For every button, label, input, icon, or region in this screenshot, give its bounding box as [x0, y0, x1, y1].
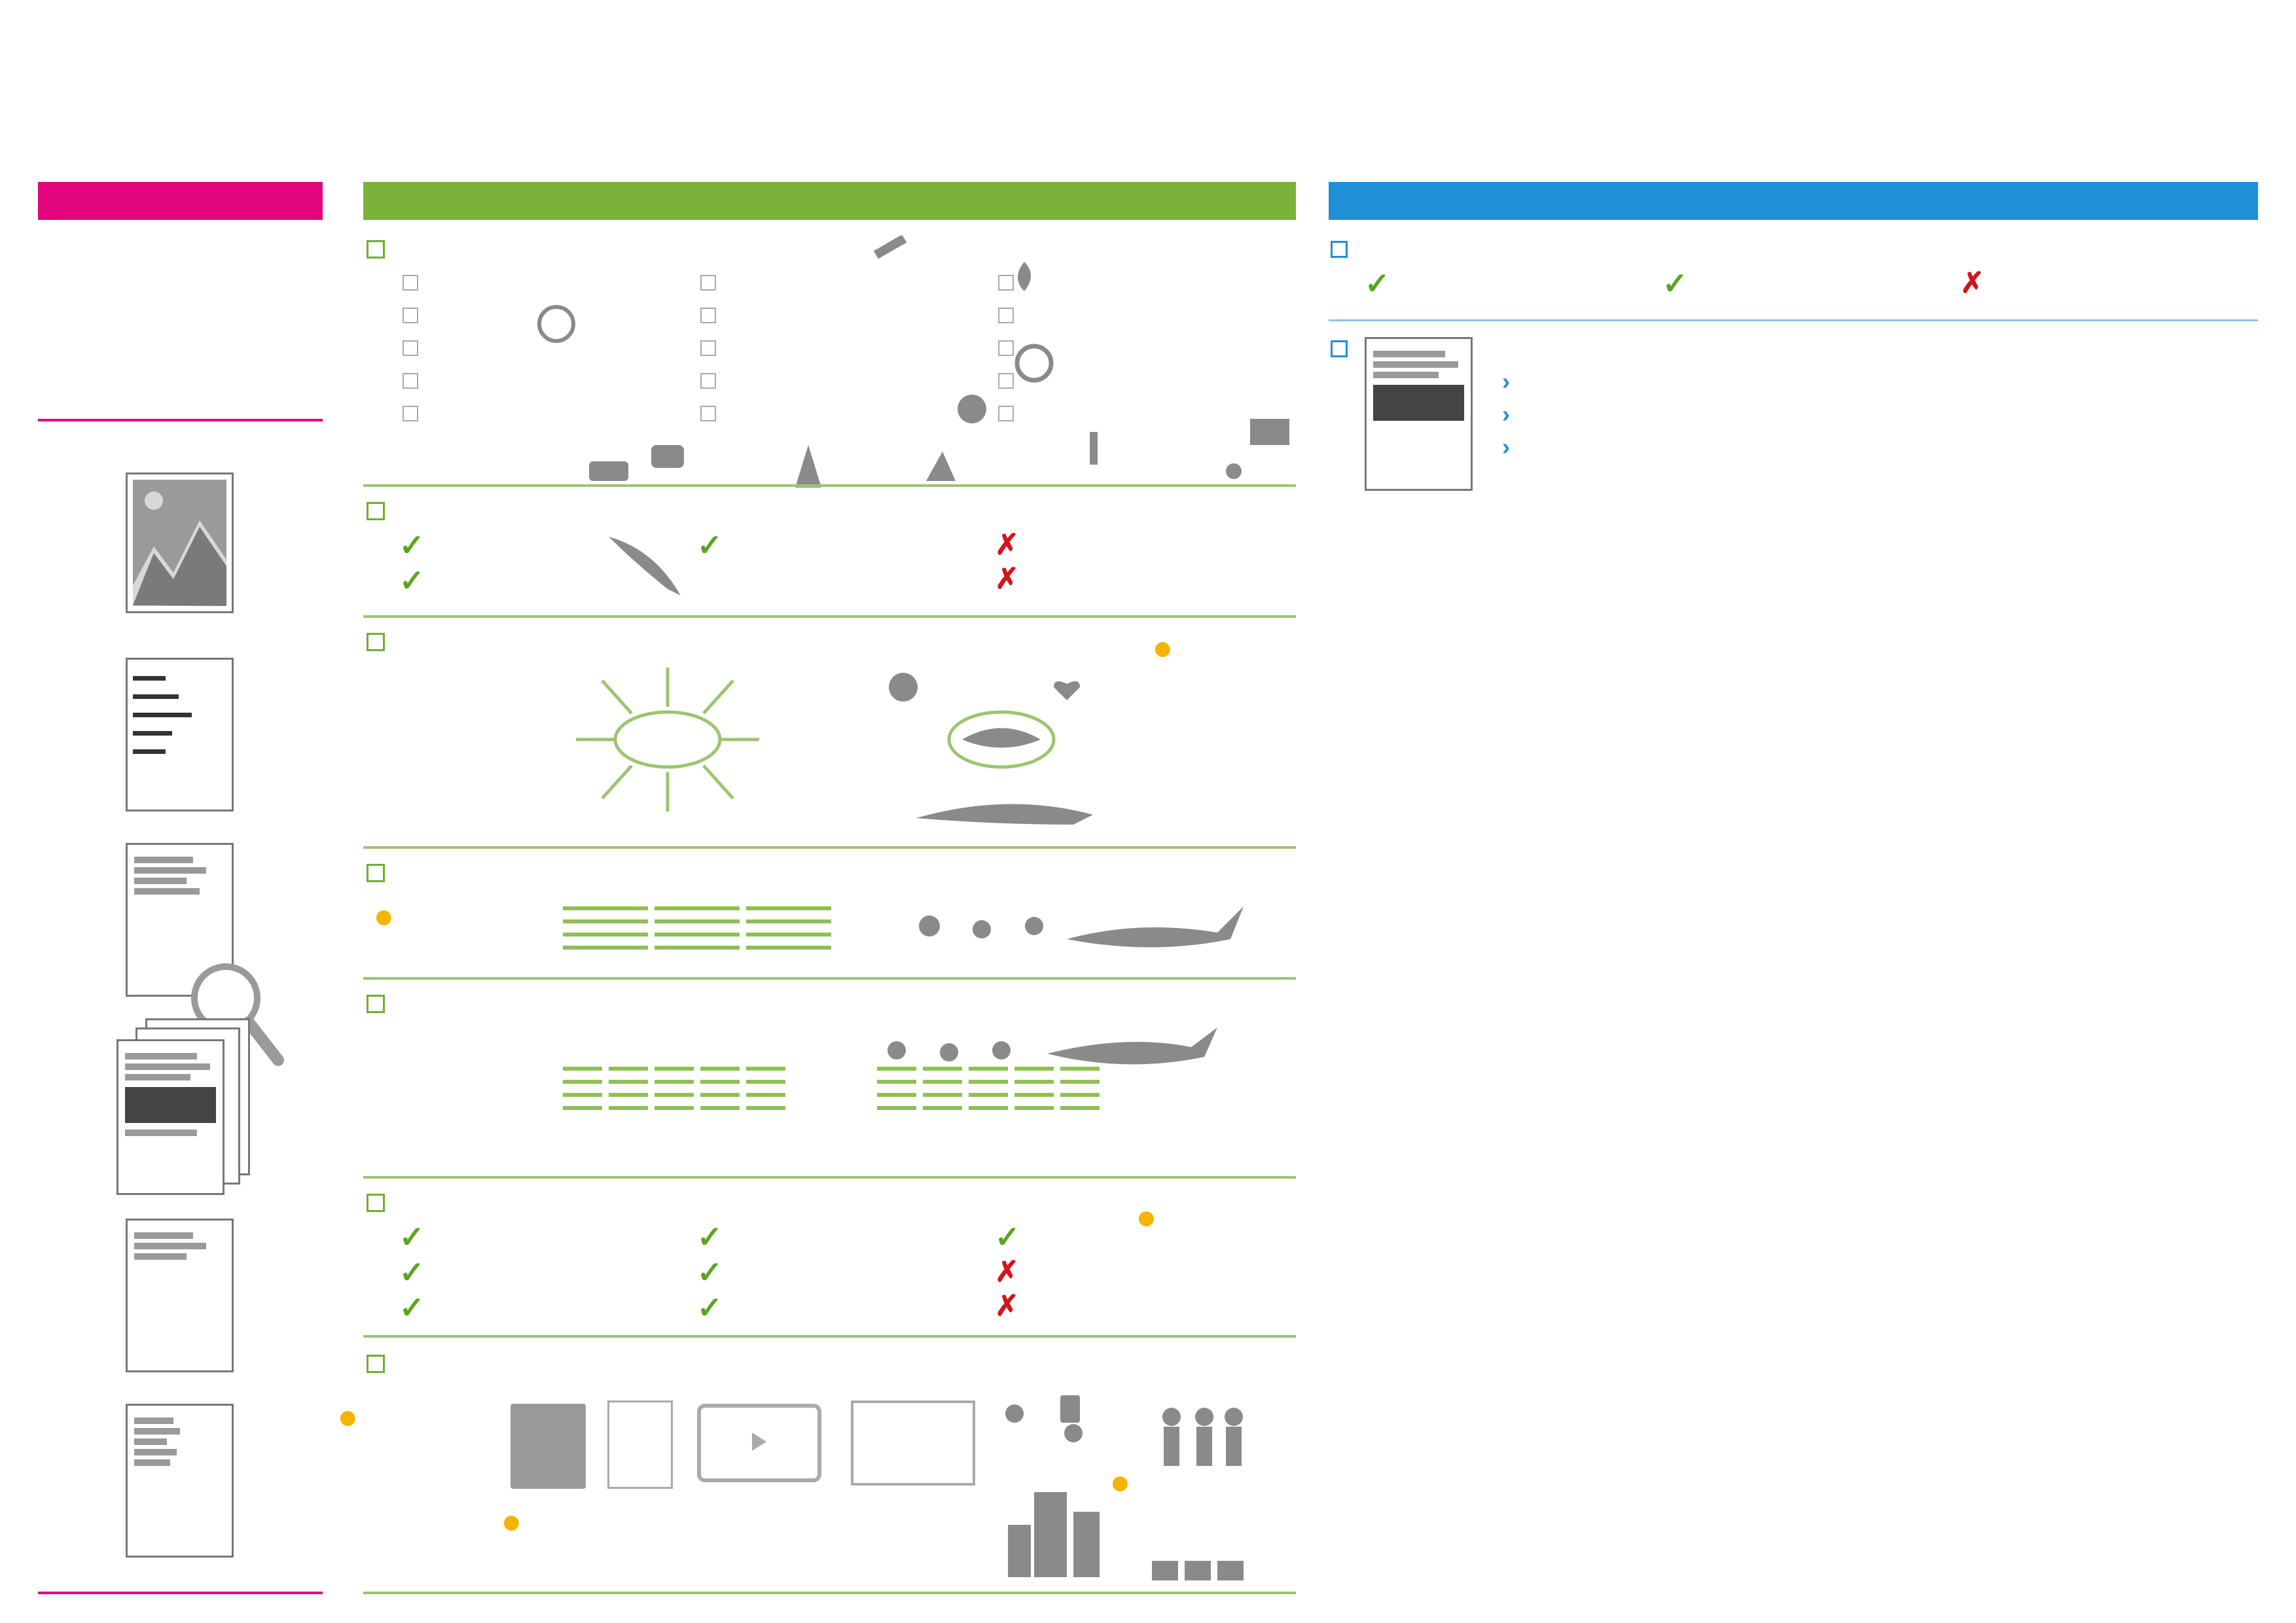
topic-icons	[363, 236, 1296, 491]
lightbulb-icon: ●	[1153, 636, 1173, 661]
sailboat-icon	[926, 452, 956, 481]
questions-mixed	[995, 1221, 1024, 1324]
check-icon: ✓	[697, 1291, 723, 1325]
sources-page-thumbnail	[126, 1404, 234, 1558]
checkbox[interactable]	[367, 1355, 385, 1373]
plane-icon	[874, 236, 906, 259]
book-icon	[511, 1404, 586, 1489]
audience-bad	[1960, 267, 1988, 301]
group-lines	[655, 1067, 694, 1119]
magazine-icon	[607, 1400, 673, 1489]
divider	[363, 615, 1296, 618]
landscape-icon	[128, 474, 232, 611]
child-icon	[958, 395, 986, 423]
cross-icon: ✗	[995, 529, 1019, 561]
taxi-icon	[589, 461, 628, 481]
ball-icon	[539, 307, 573, 341]
checkbox[interactable]	[367, 502, 385, 520]
group-lines	[746, 1067, 785, 1119]
questions-good	[399, 1221, 429, 1327]
chapter-instructions: › › ›	[1502, 368, 1510, 460]
cross-icon	[1090, 432, 1098, 465]
lightbulb-icon: ●	[1136, 1205, 1157, 1230]
tip-note	[1153, 638, 1178, 660]
lightbulb-icon: ●	[1110, 1471, 1130, 1495]
tip-note	[338, 1407, 357, 1429]
schrijfwerk-header	[1329, 182, 2258, 220]
cross-icon: ✗	[995, 1290, 1019, 1322]
shark-word-field	[877, 661, 1126, 844]
chapter-page-thumbnail	[117, 1039, 224, 1195]
group-lines	[609, 1067, 648, 1119]
step-woordveld[interactable]	[367, 625, 397, 658]
check-icon: ✓	[697, 528, 723, 562]
divider	[38, 419, 323, 421]
lightbulb-icon: ●	[501, 1510, 522, 1535]
checkbox[interactable]	[367, 864, 385, 882]
check-icon: ✓	[399, 1255, 425, 1289]
criteria-good	[399, 529, 429, 599]
checkbox[interactable]	[367, 995, 385, 1013]
cross-icon: ✗	[1960, 267, 1984, 299]
apple-icon	[1226, 463, 1242, 479]
website-icon	[851, 1400, 975, 1486]
check-icon: ✓	[399, 563, 425, 597]
sources-label	[128, 1406, 232, 1414]
group-lines	[1060, 1067, 1100, 1119]
audience-good	[1365, 267, 1394, 302]
checkbox[interactable]	[1331, 340, 1361, 359]
intro-label	[128, 845, 232, 853]
voorwerk-header	[363, 182, 1296, 220]
word-field-diagram	[569, 661, 766, 818]
tip-note	[374, 906, 393, 929]
checkbox[interactable]	[367, 1194, 385, 1212]
flame-icon	[1018, 262, 1031, 291]
epilogue-page-thumbnail	[126, 1219, 234, 1372]
check-icon: ✓	[399, 1291, 425, 1325]
questions-good-2	[697, 1221, 726, 1327]
tip-note	[1111, 1472, 1130, 1495]
group-lines	[563, 1067, 602, 1119]
divider	[363, 1335, 1296, 1338]
cover-page-thumbnail	[126, 473, 234, 613]
divider	[363, 1176, 1296, 1179]
check-icon: ✓	[399, 1220, 425, 1254]
check-icon: ✓	[399, 528, 425, 562]
divider	[363, 977, 1296, 980]
castle-icon	[795, 445, 821, 488]
lightbulb-icon: ●	[374, 904, 394, 929]
group-lines	[746, 906, 831, 959]
epilogue-label	[128, 1221, 232, 1228]
step-doelgroep[interactable]	[1331, 232, 1361, 265]
step-kies-onderwerp[interactable]	[367, 494, 397, 527]
divider	[38, 1592, 323, 1594]
bread-icon	[651, 445, 684, 468]
group-lines	[969, 1067, 1008, 1119]
check-icon: ✓	[1662, 266, 1688, 300]
chapter-order	[576, 1129, 805, 1153]
check-icon: ✓	[995, 1220, 1020, 1254]
checkbox[interactable]	[367, 633, 385, 651]
cross-icon: ✗	[995, 563, 1019, 595]
check-icon: ✓	[697, 1220, 723, 1254]
flag-uk-icon	[1250, 419, 1289, 445]
toc-label	[128, 660, 232, 668]
people-and-city-icons	[995, 1394, 1296, 1584]
checkbox[interactable]	[1331, 241, 1348, 258]
group-lines	[655, 906, 740, 959]
chapter-order	[890, 1129, 1119, 1153]
criteria-bad	[995, 529, 1023, 597]
group-lines	[877, 1067, 916, 1119]
chapter-page-thumbnail	[1365, 337, 1473, 491]
ordered-icons	[877, 1027, 1244, 1073]
step-hoofdstukindeling[interactable]	[367, 987, 397, 1020]
group-lines	[563, 906, 648, 959]
group-icons	[877, 893, 1270, 959]
werkstuk-header	[38, 182, 323, 220]
magnifier-icon	[1017, 346, 1051, 380]
video-player-icon	[697, 1404, 821, 1482]
tip-note	[502, 1512, 521, 1534]
shark-icon	[602, 524, 707, 602]
group-lines	[700, 1067, 740, 1119]
divider	[363, 1592, 1296, 1594]
step-vragen[interactable]	[367, 1186, 397, 1219]
chapter-label	[118, 1041, 223, 1049]
step-groepjes[interactable]	[367, 856, 397, 889]
group-lines	[1014, 1067, 1054, 1119]
lightbulb-icon: ●	[338, 1405, 358, 1430]
check-icon: ✓	[1365, 266, 1390, 300]
divider	[363, 846, 1296, 849]
group-lines	[923, 1067, 962, 1119]
divider	[363, 484, 1296, 487]
cross-icon: ✗	[995, 1256, 1019, 1288]
divider	[1329, 319, 2258, 321]
tip-note	[1137, 1207, 1156, 1230]
toc-page-thumbnail	[126, 658, 234, 812]
audience-good-2	[1662, 267, 1692, 302]
check-icon: ✓	[697, 1255, 723, 1289]
step-informatie[interactable]	[367, 1347, 397, 1380]
